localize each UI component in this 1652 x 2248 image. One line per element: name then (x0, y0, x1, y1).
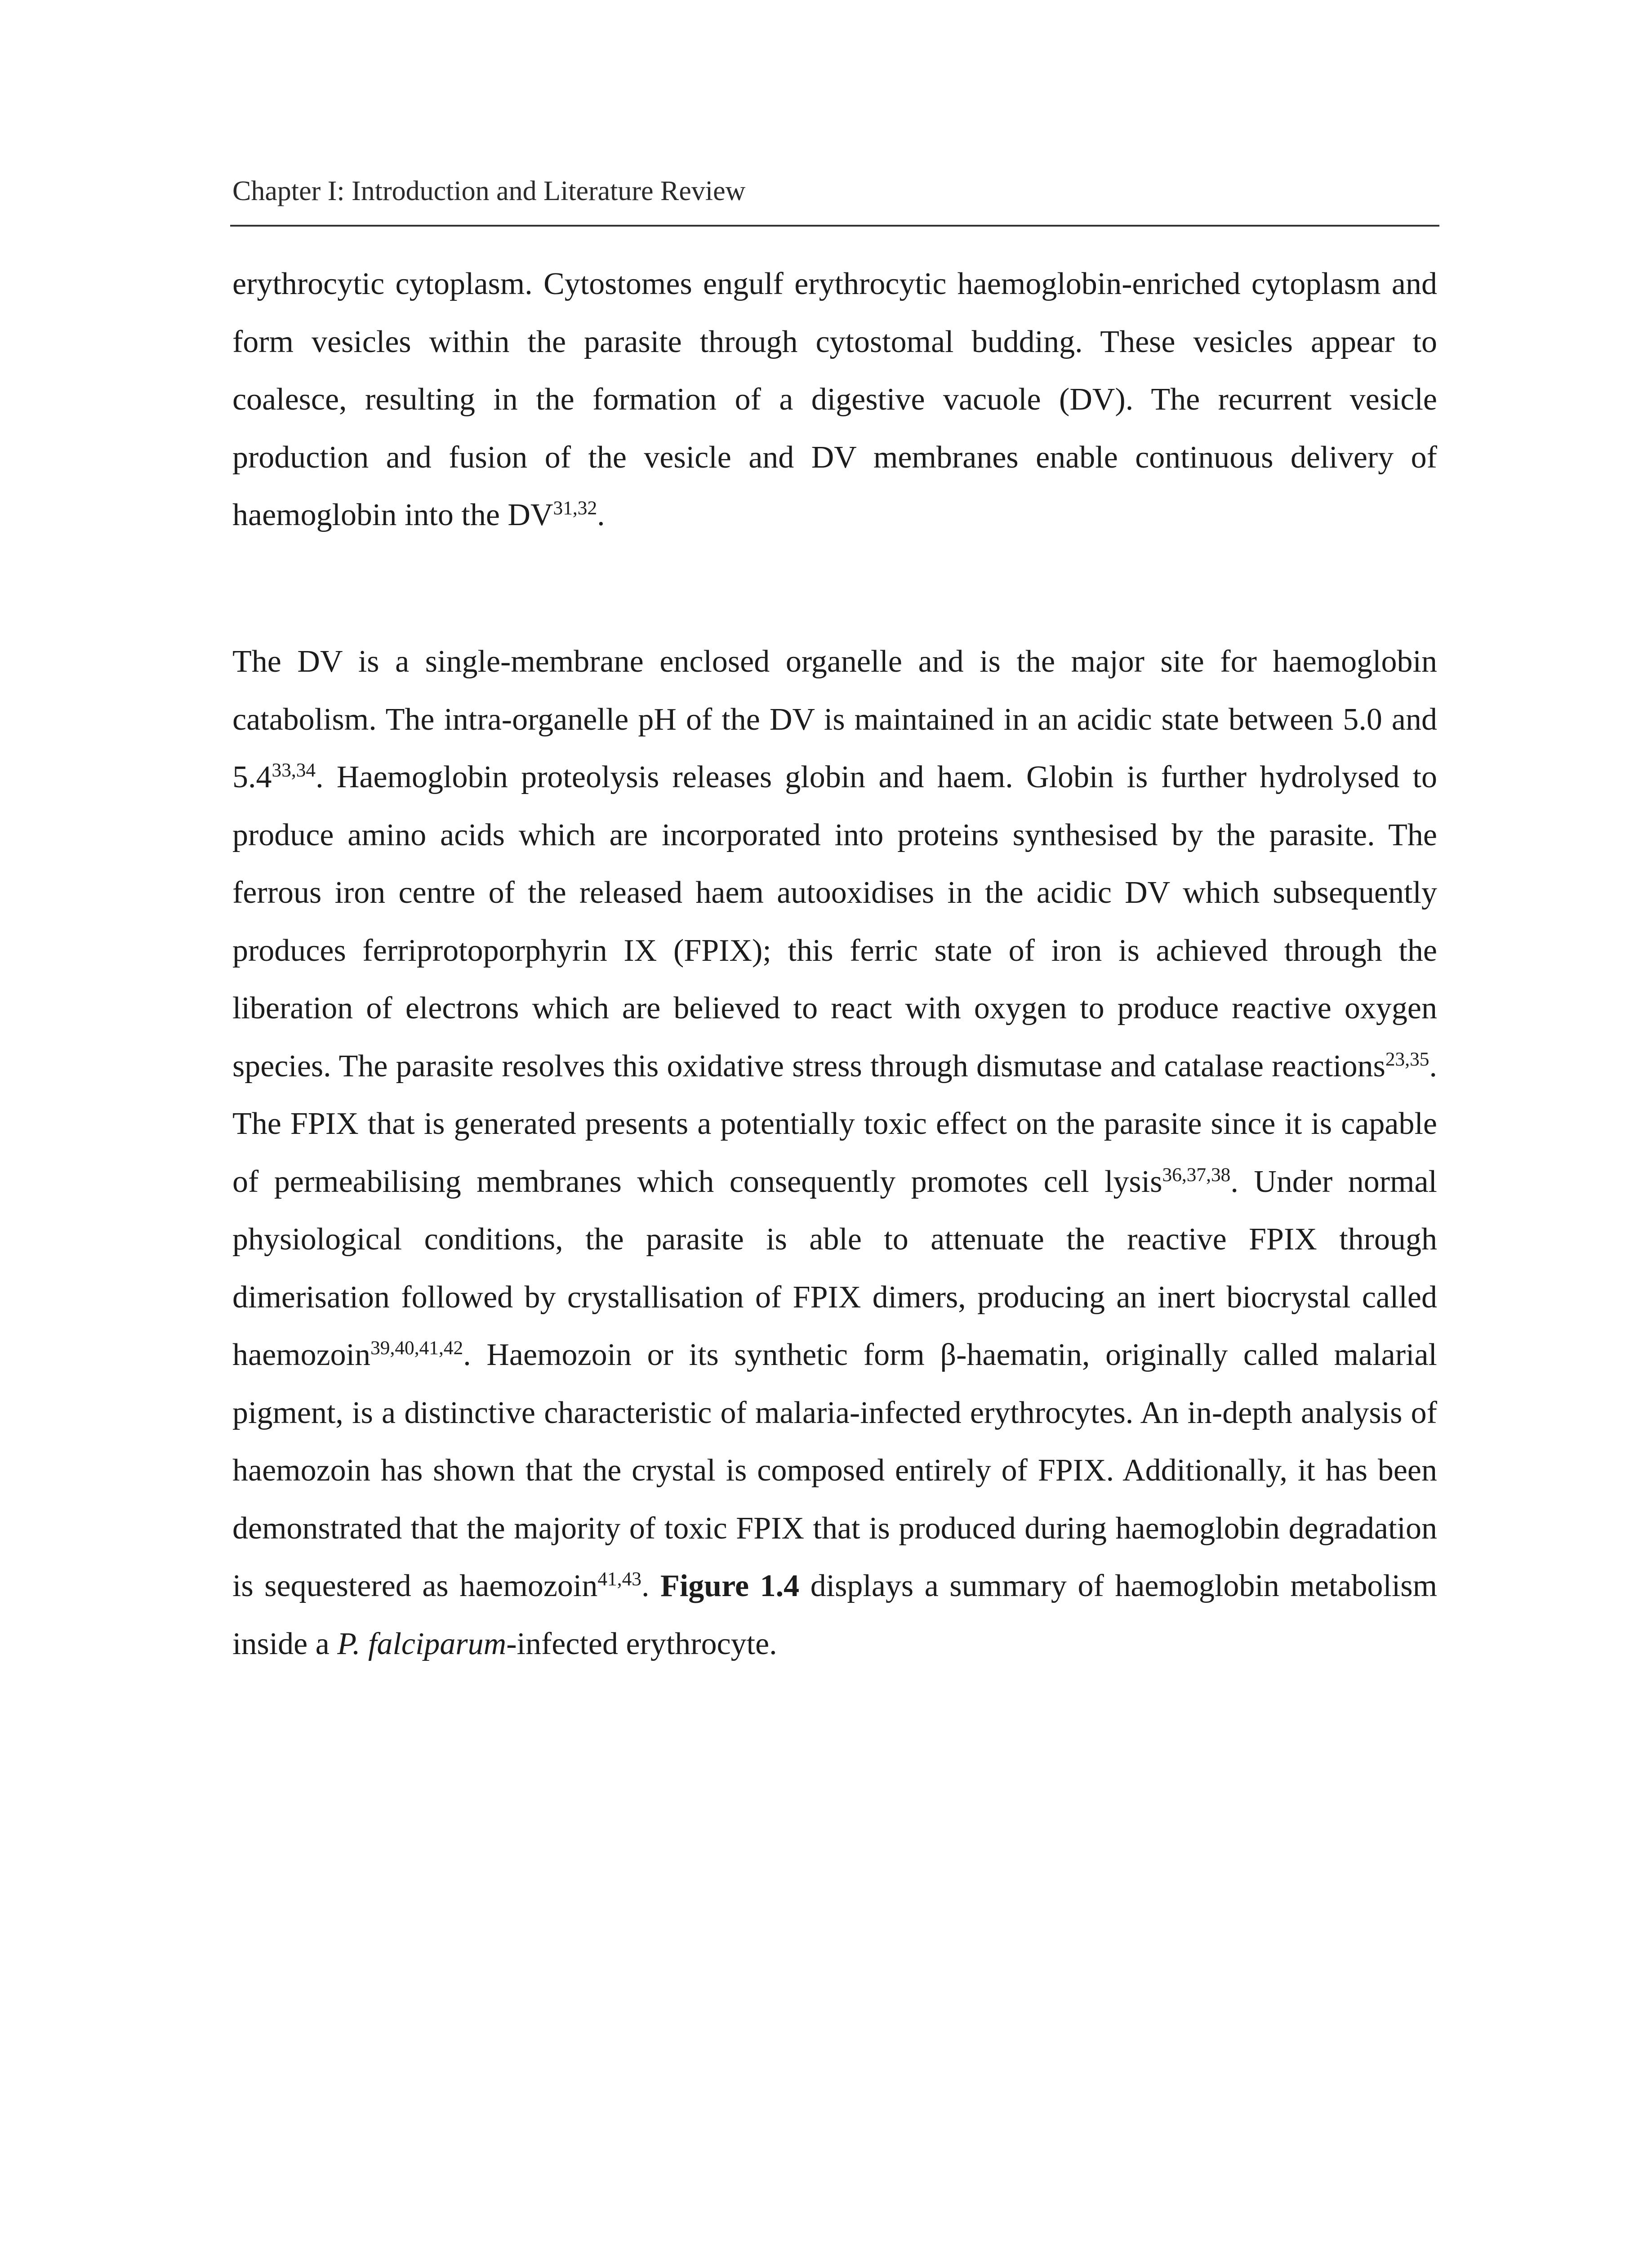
paragraph-2-text-c: . The FPIX that is generated presents a potentially toxic effect on the parasite since it is capable of permeabilising membranes which consequently promotes cell lysis (232, 1048, 1437, 1199)
body-paragraph-1 (232, 255, 1437, 544)
citation-41-43: 41,43 (597, 1568, 641, 1590)
paragraph-2-text-d: . Under normal physiological conditions, the parasite is able to attenuate the reactive FPIX through dimerisation followed by crystallisation of FPIX dimers, producing an inert biocrystal called haemozoin (232, 1164, 1437, 1372)
figure-reference: Figure 1.4 (660, 1569, 800, 1603)
paragraph-2-text-b: . Haemoglobin proteolysis releases globin and haem. Globin is further hydrolysed to produce amino acids which are incorporated into proteins synthesised by the parasite. The ferrous iron centre of the released haem autooxidises in the acidic DV which subsequently produces ferriprotoporphyrin IX (FPIX); this ferric state of iron is achieved through the liberation of electrons which are believed to react with oxygen to produce reactive oxygen species. The parasite resolves this oxidative stress through dismutase and catalase reactions (232, 760, 1437, 1084)
paragraph-2-text-g: displays a summary of haemoglobin metabolism inside a (232, 1569, 1438, 1661)
citation-23-35: 23,35 (1385, 1048, 1429, 1070)
running-header: Chapter I: Introduction and Literature Review (232, 176, 746, 206)
body-paragraph-2 (232, 633, 1437, 1673)
citation-31-32: 31,32 (553, 497, 597, 519)
citation-36-37-38: 36,37,38 (1162, 1164, 1231, 1186)
paragraph-1-text-b: . (597, 498, 605, 532)
species-name: P. falciparum (337, 1626, 507, 1661)
citation-33-34: 33,34 (272, 759, 316, 781)
paragraph-1-text-a: erythrocytic cytoplasm. Cytostomes engulf erythrocytic haemoglobin-enriched cytoplasm and form vesicles within the parasite through cytostomal budding. These vesicles appear to coalesce, resulting in the formation of a digestive vacuole (DV). The recurrent vesicle production and fusion of the vesicle and DV membranes enable continuous delivery of haemoglobin into the DV (232, 267, 1437, 532)
paragraph-2-text-a: The DV is a single-membrane enclosed organelle and is the major site for haemoglobin catabolism. The intra-organelle pH of the DV is maintained in an acidic state between 5.0 and 5.4 (232, 644, 1437, 794)
citation-39-40-41-42: 39,40,41,42 (370, 1337, 463, 1359)
paragraph-2-text-h: -infected erythrocyte. (506, 1626, 777, 1661)
paragraph-2-text-f: . (641, 1569, 650, 1603)
header-divider (230, 225, 1439, 227)
paragraph-2-text-e: . Haemozoin or its synthetic form β-haematin, originally called malarial pigment, is a distinctive characteristic of malaria-infected erythrocytes. An in-depth analysis of haemozoin has shown that the crystal is composed entirely of FPIX. Additionally, it has been demonstrated that the majority of toxic FPIX that is produced during haemoglobin degradation is sequestered as haemozoin (232, 1338, 1437, 1603)
